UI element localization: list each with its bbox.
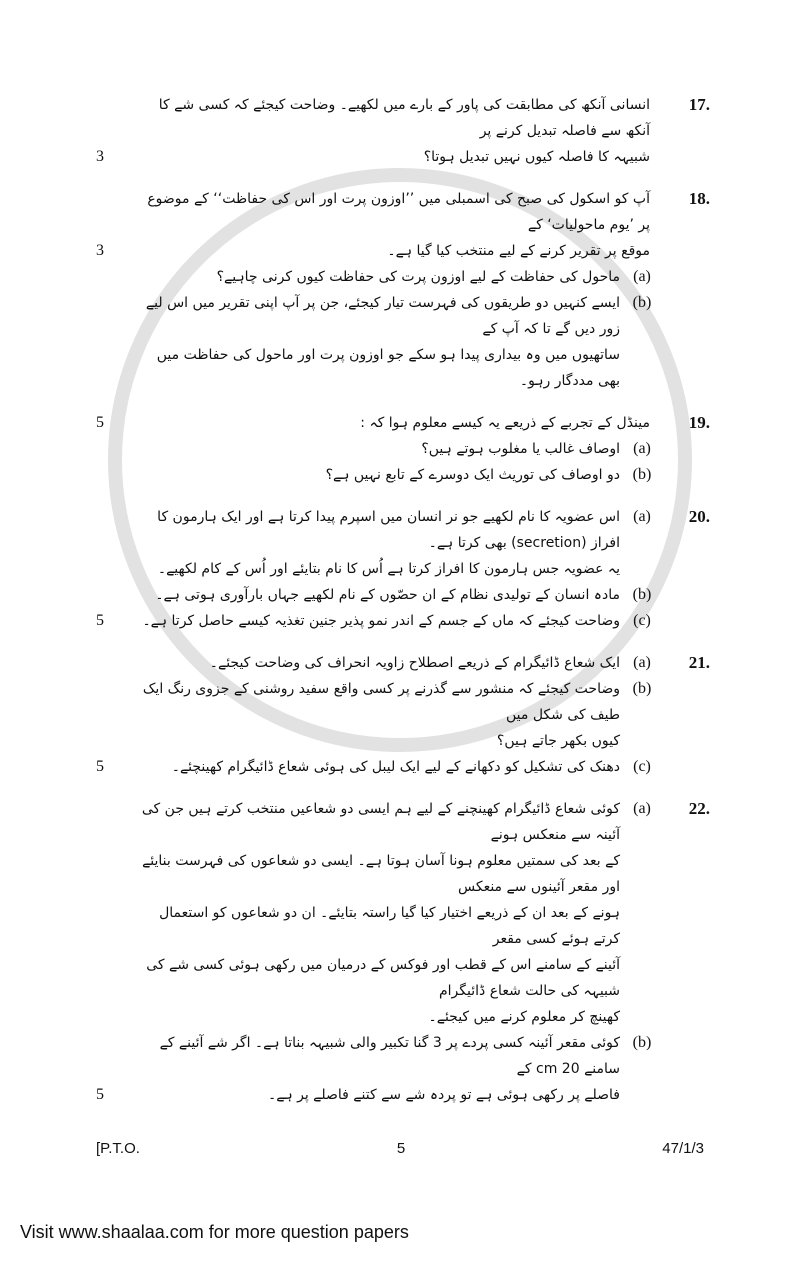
part-text: یہ عضویہ جس ہارمون کا افراز کرتا ہے اُس کا نام بتایئے اور اُس کے کام لکھیے۔ [157,561,620,577]
part-text: اس عضویہ کا نام لکھیے جو نر انسان میں اسپرم پیدا کرتا ہے اور ایک ہارمون کا افراز (secretion) بھی کرتا ہے۔ [157,509,620,551]
question-number: 21. [688,653,710,672]
question-number: 20. [688,507,710,526]
question-line: مینڈل کے تجربے کے ذریعے یہ کیسے معلوم ہوا کہ : [360,415,650,431]
part-label: (a) [633,440,651,457]
part-label: (b) [632,1034,652,1051]
marks: 3 [96,242,104,259]
part-label: (b) [632,294,652,311]
question-20 [90,504,710,634]
part-label: (b) [632,466,652,483]
part-text: کوئی شعاع ڈائیگرام کھینچنے کے لیے ہم ایسی دو شعاعیں منتخب کرتے ہیں جن کی آئینہ سے منعکس ہونے [141,801,620,843]
footer [90,1138,710,1160]
part-text: ماحول کی حفاظت کے لیے اوزون پرت کی حفاظت کیوں کرنی چاہیے؟ [216,269,620,285]
part-label: (a) [633,800,651,817]
part-text: ساتھیوں میں وہ بیداری پیدا ہو سکے جو اوزون پرت اور ماحول کی حفاظت میں بھی مددگار رہو۔ [156,347,620,389]
part-text: اوصاف غالب یا مغلوب ہوتے ہیں؟ [421,441,620,457]
marks: 5 [96,612,104,629]
marks: 5 [96,414,104,431]
question-line: آپ کو اسکول کی صبح کی اسمبلی میں ’’اوزون پرت اور اس کی حفاظت‘‘ کے موضوع پر ’یوم ماحولیات‘ کے [147,191,650,233]
part-label: (c) [633,758,651,775]
question-line: انسانی آنکھ کی مطابقت کی پاور کے بارے میں لکھیے۔ وضاحت کیجئے کہ کسی شے کا آنکھ سے فاصلہ تبدیل کرنے پر [158,97,650,139]
question-17 [90,92,710,170]
page-number: 5 [396,1140,406,1157]
paper-code: 47/1/3 [662,1140,704,1157]
question-number: 19. [688,413,710,432]
part-text: ایسے کنہیں دو طریقوں کی فہرست تیار کیجئے، جن پر آپ اپنی تقریر میں اس لیے زور دیں گے تا کہ آپ کے [145,295,620,337]
part-text: کھینچ کر معلوم کرنے میں کیجئے۔ [428,1009,620,1025]
part-label: (a) [633,268,651,285]
part-text: آئینے کے سامنے اس کے قطب اور فوکس کے درمیان میں رکھی ہوئی کسی شے کی شبیہہ کی حالت شعاع ڈائیگرام [146,957,620,999]
part-label: (b) [632,680,652,697]
part-text: دو اوصاف کی توریث ایک دوسرے کے تابع نہیں ہے؟ [325,467,620,483]
part-text: وضاحت کیجئے کہ ماں کے جسم کے اندر نمو پذیر جنین تغذیہ کیسے حاصل کرتا ہے۔ [142,613,620,629]
question-21 [90,650,710,780]
part-text: مادہ انسان کے تولیدی نظام کے ان حصّوں کے نام لکھیے جہاں بارآوری ہوتی ہے۔ [155,587,620,603]
question-19 [90,410,710,488]
part-label: (a) [633,654,651,671]
part-text: فاصلے پر رکھی ہوئی ہے تو پردہ شے سے کتنے فاصلے پر ہے۔ [268,1087,620,1103]
part-text: کیوں بکھر جاتے ہیں؟ [496,733,620,749]
part-text: ایک شعاع ڈائیگرام کے ذریعے اصطلاح زاویہ انحراف کی وضاحت کیجئے۔ [209,655,620,671]
question-line: موقع پر تقریر کرنے کے لیے منتخب کیا گیا ہے۔ [387,243,650,259]
part-text: دھنک کی تشکیل کو دکھانے کے لیے ایک لیبل کی ہوئی شعاع ڈائیگرام کھینچئے۔ [171,759,620,775]
question-number: 22. [688,799,710,818]
question-number: 17. [688,95,710,114]
part-text: وضاحت کیجئے کہ منشور سے گذرنے پر کسی واقع سفید روشنی کے جزوی رنگ ایک طیف کی شکل میں [142,681,620,723]
part-text: ہونے کے بعد ان کے ذریعے اختیار کیا گیا راستہ بتایئے۔ ان دو شعاعوں کو استعمال کرتے ہوئے کسی مقعر [159,905,620,947]
question-text [140,92,650,144]
part-text: کوئی مقعر آئینہ کسی پردے پر 3 گنا تکبیر والی شبیہہ بناتا ہے۔ اگر شے آئینے کے سامنے 20 cm کے [159,1035,620,1077]
marks: 5 [96,1086,104,1103]
part-label: (c) [633,612,651,629]
footer-pto: [P.T.O. [96,1140,140,1157]
question-18 [90,186,710,394]
marks: 5 [96,758,104,775]
question-number: 18. [688,189,710,208]
visit-link[interactable]: Visit www.shaalaa.com for more question papers [20,1222,409,1242]
part-label: (b) [632,586,652,603]
part-label: (a) [633,508,651,525]
part-text: کے بعد کی سمتیں معلوم ہونا آسان ہوتا ہے۔ ایسی دو شعاعوں کی فہرست بنایئے اور مقعر آئینوں سے منعکس [142,853,620,895]
marks: 3 [96,148,104,165]
question-22 [90,796,710,1108]
question-line: شبیہہ کا فاصلہ کیوں نہیں تبدیل ہوتا؟ [423,149,650,165]
